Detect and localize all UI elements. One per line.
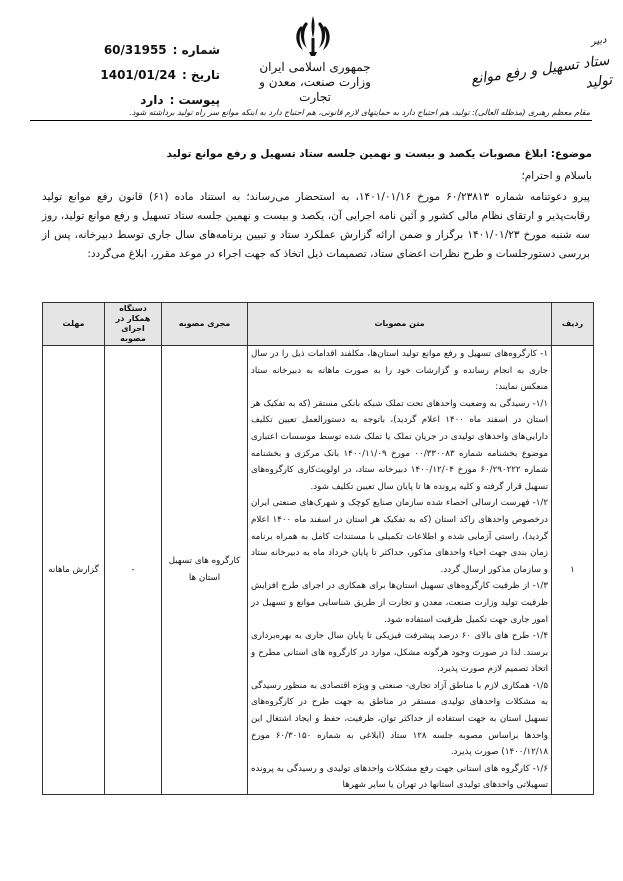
resolution-item: ۱/۱- رسیدگی به وضعیت واحدهای تحت تملک شبکه بانکی مستقر (که به تفکیک هر استان در اسفند ماه ۱۴۰۰ اعلام گردید)، باتوجه به دستورالعمل تعیین تکلیف دارایی‌های واحدهای تولیدی در جریان تملک یا تملک شده توسط موسسات اعتباری موضوع بخشنامه شماره ۰۰/۳۳۰۰۸۳ مورخ ۱۴۰۰/۱۱/۰۹ بانک مرکزی و بخشنامه شماره ۶۰/۲۹۰۲۲۲ مورخ ۱۴۰۰/۱۲/۰۴ دبیرخانه ستاد، در اولویت‌کاری کارگروه‌های تسهیل قرار گرفته و کلیه پرونده ها تا پایان سال تعیین تکلیف شود. bbox=[251, 398, 549, 492]
deadline-text: گزارش ماهانه bbox=[48, 564, 99, 575]
country-name: جمهوری اسلامی ایران bbox=[259, 60, 371, 74]
hq-logotype bbox=[467, 31, 614, 110]
ministry-name: وزارت صنعت، معدن و تجارت bbox=[259, 75, 371, 104]
letter-number-row bbox=[70, 38, 220, 63]
partner-text: - bbox=[131, 564, 135, 575]
letter-subject: موضوع: ابلاغ مصوبات یکصد و بیست و نهمین جلسه ستاد تسهیل و رفع موانع تولید bbox=[166, 148, 592, 160]
row-number: ۱ bbox=[552, 346, 594, 795]
letter-attachment-value: دارد bbox=[140, 93, 164, 107]
resolution-item: ۱/۶- کارگروه های استانی جهت رفع مشکلات واحدهای تولیدی و رسیدگی به پرونده تسهیلاتی واحدهای تولیدی استانها در تهران یا سایر شهرها bbox=[251, 763, 548, 791]
resolution-item: ۱/۲- فهرست ارسالی احصاء شده سازمان صنایع کوچک و شهرک‌های صنعتی ایران درخصوص واحدهای راکد استان (که به تفکیک هر استان در اسفند ماه ۱۴۰۰ اعلام گردید)، راستی آزمایی شده و اطلاعات تکمیلی با مستندات کامل به همراه برنامه زمان بندی جهت احیاء واحدهای مذکور، حداکثر تا پایان خرداد ماه به دبیرخانه ستاد و سازمان مذکور ارسال گردد. bbox=[251, 498, 548, 575]
table-row bbox=[43, 346, 594, 795]
leader-quote: مقام معظم رهبری (مدظله العالی): تولید، هم احتیاج دارد به حمایتهای لازم قانونی، هم احتیاج دارد به اینکه موانع سر راه تولید برداشته شود. bbox=[129, 108, 590, 117]
letter-greeting: باسلام و احترام؛ bbox=[521, 170, 592, 182]
resolution-items bbox=[248, 346, 552, 795]
letter-date-value: 1401/01/24 bbox=[100, 68, 176, 82]
ministry-block bbox=[250, 60, 380, 105]
header-deadline: مهلت bbox=[43, 303, 105, 346]
header-divider bbox=[30, 120, 592, 121]
resolutions-table bbox=[42, 302, 594, 795]
letter-number-value: 60/31955 bbox=[103, 43, 167, 57]
header-resolution-text: متن مصوبات bbox=[248, 303, 552, 346]
resolution-item: ۱/۳- از ظرفیت کارگروه‌های تسهیل استان‌ها برای همکاری در اجرای طرح افزایش ظرفیت تولید وزارت صنعت، معدن و تجارت از طریق شناسایی موانع و تسهیل در امور جاری جهت تکمیل ظرفیت استفاده شود. bbox=[251, 581, 548, 625]
resolution-item: ۱/۴- طرح های بالای ۶۰ درصد پیشرفت فیزیکی تا پایان سال جاری به بهره‌برداری برسند. لذا در صورت وجود هرگونه مشکل، موارد در کارگروه های استانی مطرح و اتخاذ تصمیم لازم صورت پذیرد. bbox=[251, 631, 548, 675]
letter-meta bbox=[70, 38, 220, 113]
hq-logotype-top: دبیر bbox=[590, 34, 608, 48]
header-partner: دستگاه همکار در اجرای مصوبه bbox=[105, 303, 162, 346]
executor-cell bbox=[162, 346, 248, 795]
resolution-item: ۱- کارگروه‌های تسهیل و رفع موانع تولید استان‌ها، مکلفند اقدامات ذیل را در سال جاری به انجام رسانده و گزارشات خود را به صورت ماهانه به دبیرخانه ستاد منعکس نمایند: bbox=[251, 349, 548, 393]
executor-text: کارگروه های تسهیل استان ها bbox=[168, 556, 241, 584]
letter-date-label: تاریخ : bbox=[181, 68, 220, 82]
resolution-item: ۱/۵- همکاری لازم با مناطق آزاد تجاری- صنعتی و ویژه اقتصادی به منظور رسیدگی به مشکلات واحدهای تولیدی مستقر در مناطق به جهت طرح در کارگروه‌های تسهیل استان به جهت استفاده از حداکثر توان، ظرفیت، حفظ و ایجاد اشتغال این واحدها براساس مصوبه جلسه ۱۲۸ ستاد (ابلاغی به شماره ۶۰/۳۰۱۵۰ مورخ ۱۴۰۰/۱۲/۱۸) صورت پذیرد. bbox=[251, 680, 548, 758]
letter-attachment-label: پیوست : bbox=[169, 93, 220, 107]
letter-date-row bbox=[70, 63, 220, 88]
iran-emblem-icon bbox=[290, 12, 336, 60]
deadline-cell bbox=[43, 346, 105, 795]
hq-logotype-name: ستاد تسهیل و رفع موانع تولید bbox=[470, 52, 614, 92]
table-header-row bbox=[43, 303, 594, 346]
letter-body: پیرو دعوتنامه شماره ۶۰/۲۳۸۱۳ مورخ ۱۴۰۱/۰۱/۱۶، به استحضار می‌رساند؛ به استناد ماده (۶۱) قانون رفع موانع تولید رقابت‌پذیر و ارتقای نظام مالی کشور و آئین نامه اجرایی آن، یکصد و بیست و نهمین جلسه ستاد تسهیل و رفع موانع تولید، روز سه شنبه مورخ ۱۴۰۱/۰۱/۲۳ برگزار و ضمن ارائه گزارش عملکرد ستاد و تبیین برنامه‌های سال جاری توسط دبیرخانه، پس از بررسی دستورجلسات و طرح نظرات اعضای ستاد، تصمیمات ذیل اتخاذ که جهت اجراء در موعد مقرر، ابلاغ می‌گردد: bbox=[42, 191, 590, 260]
partner-cell bbox=[105, 346, 162, 795]
header-executor: مجری مصوبه bbox=[162, 303, 248, 346]
letter-number-label: شماره : bbox=[172, 43, 220, 57]
header-row-no: ردیف bbox=[552, 303, 594, 346]
